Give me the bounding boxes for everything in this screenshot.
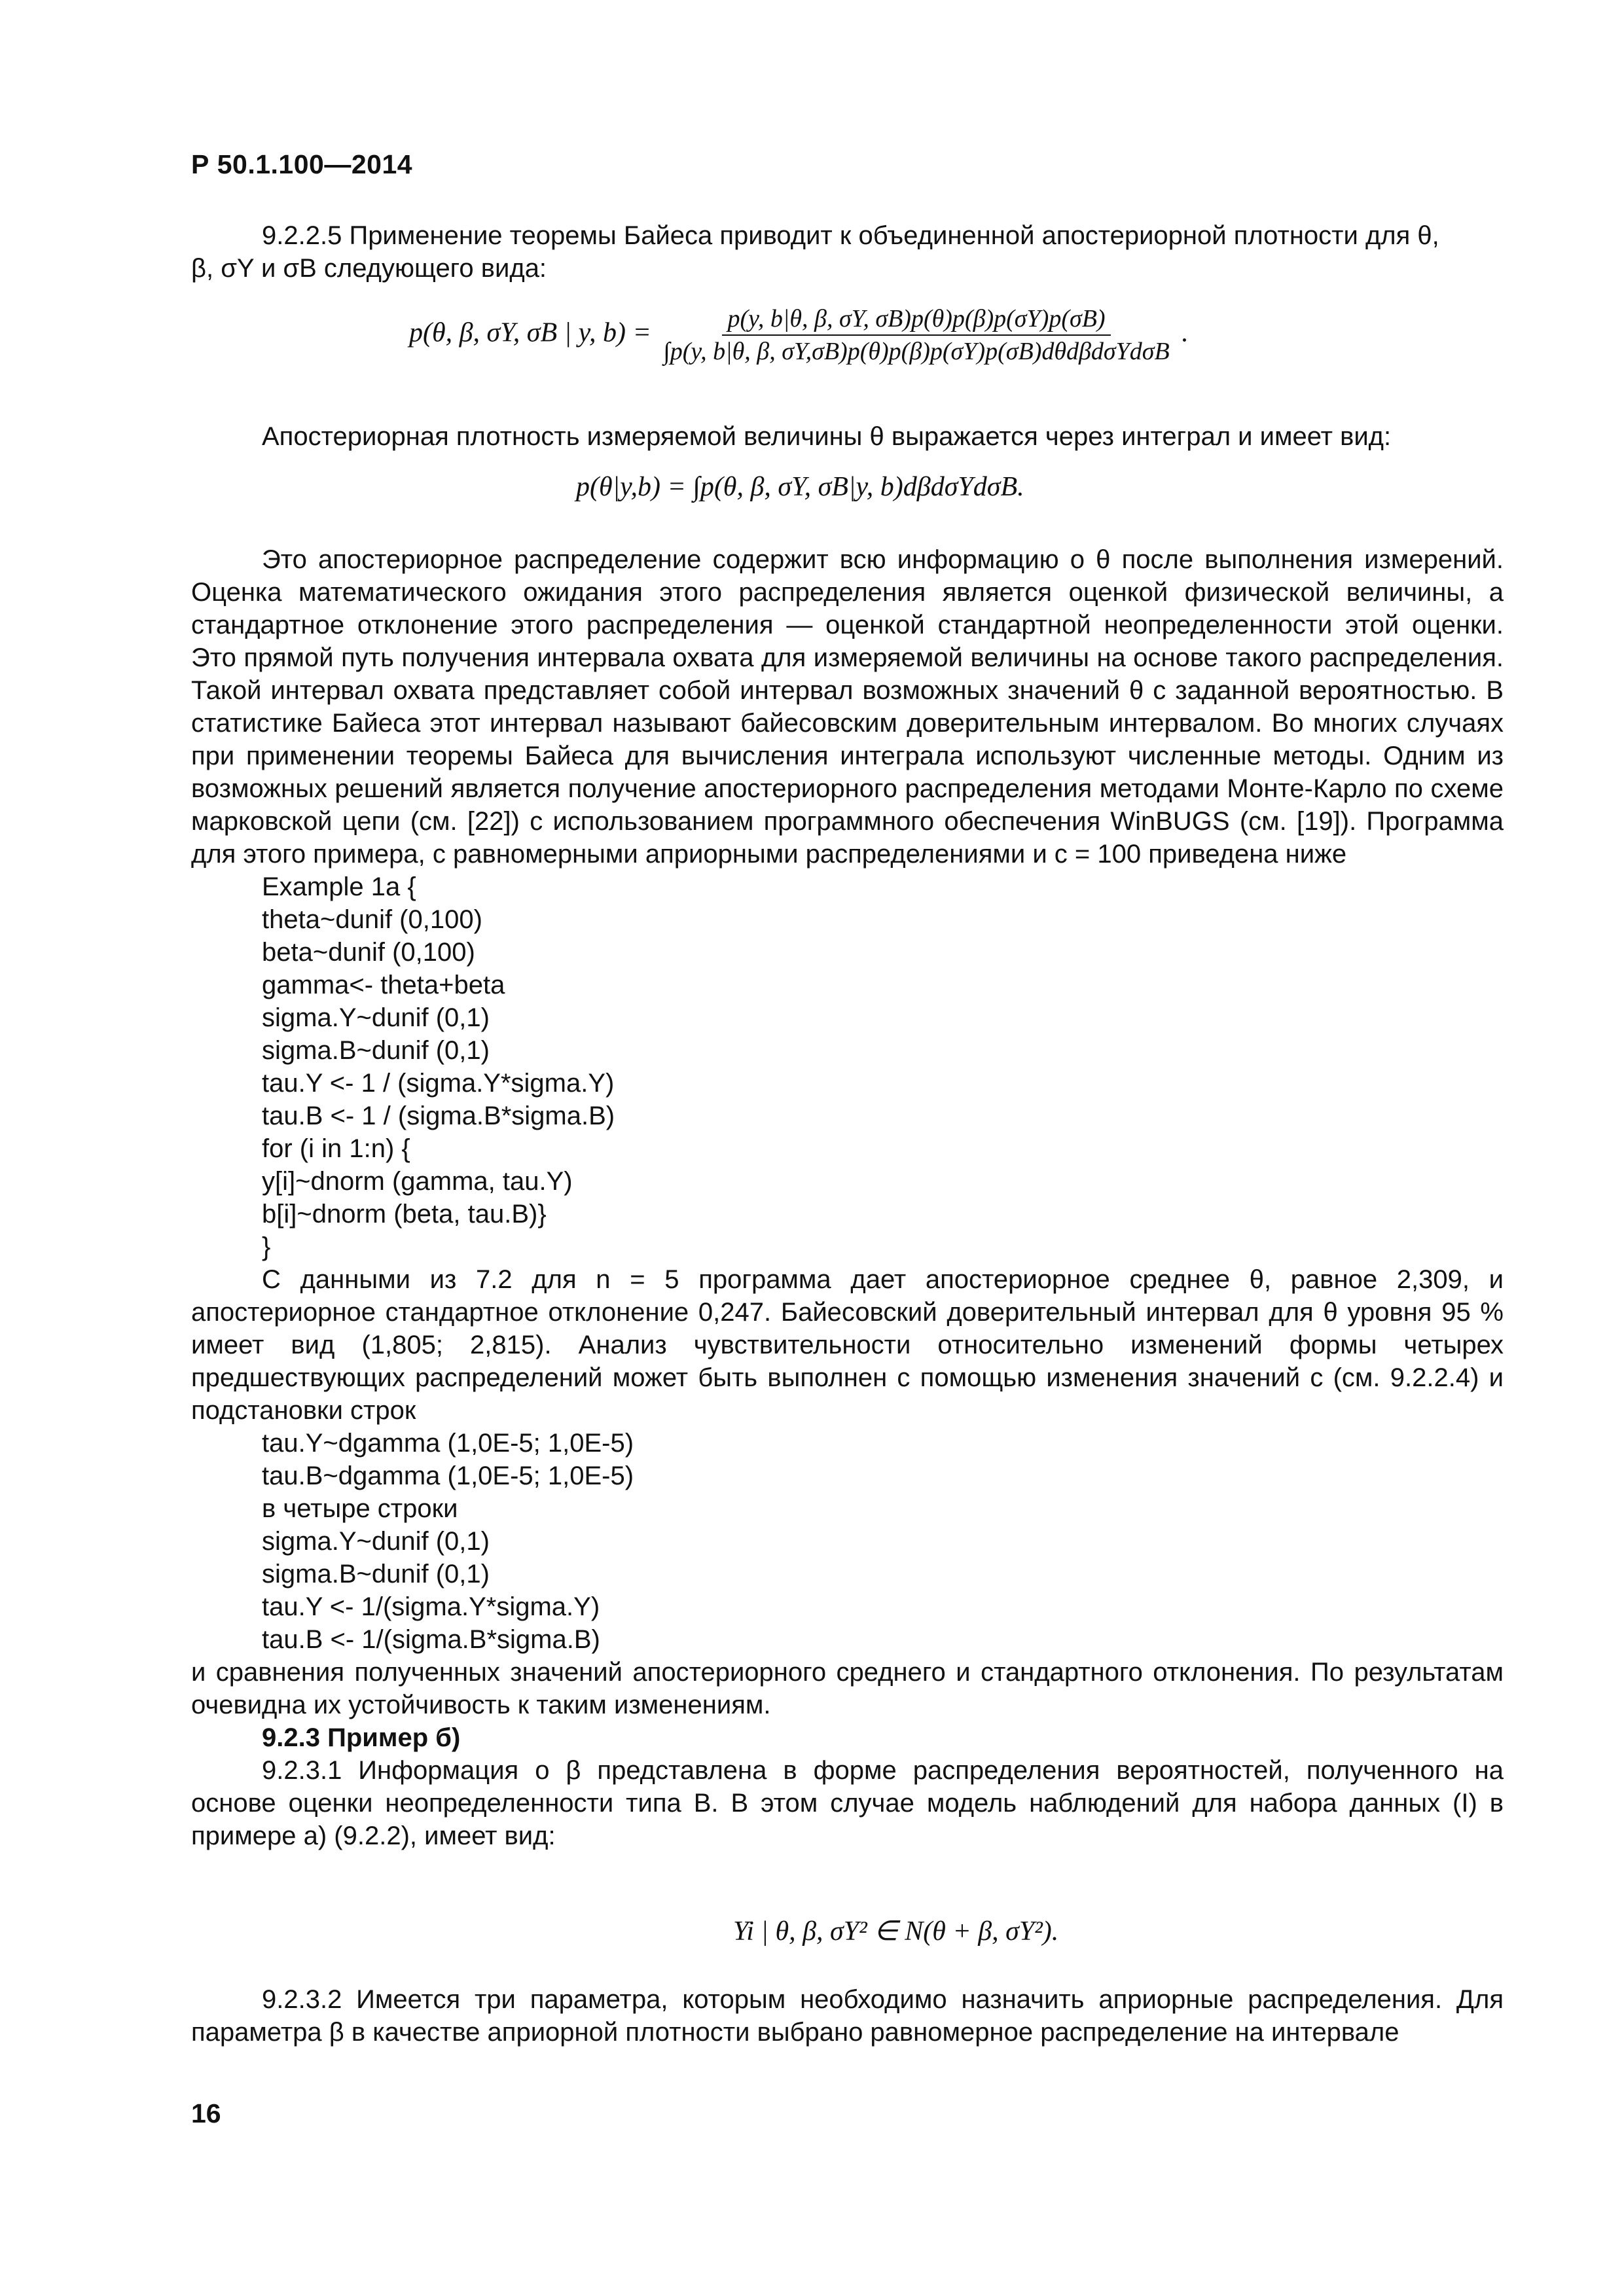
standard-id: Р 50.1.100—2014: [191, 149, 413, 179]
code-line: tau.B <- 1 / (sigma.B*sigma.B): [262, 1102, 615, 1130]
paragraph-9231: 9.2.3.1 Информация о β представлена в форме распределения вероятностей, полученного на основе оценки неопределенности типа В. В этом случае модель наблюдений для набора данных (I) в примере а) (9.2.2), имеет вид:: [191, 1756, 1504, 1850]
code-line: }: [262, 1232, 271, 1261]
code-line: tau.B <- 1/(sigma.B*sigma.B): [262, 1625, 600, 1654]
code-line: tau.B~dgamma (1,0E-5; 1,0E-5): [262, 1462, 634, 1490]
code-line: for (i in 1:n) {: [262, 1134, 410, 1163]
paragraph-9225-line2: β, σY и σB следующего вида:: [191, 254, 547, 283]
code-line: sigma.B~dunif (0,1): [262, 1560, 490, 1588]
formula1-end: .: [1182, 317, 1189, 348]
paragraph-results: С данными из 7.2 для n = 5 программа дает апостериорное среднее θ, равное 2,309, и апостериорное стандартное отклонение 0,247. Байесовский доверительный интервал для θ уровня 95 % имеет вид (1,805; 2,815). Анализ чувствительности относительно изменений формы четырех предшествующих распределений может быть выполнен с помощью изменения значений c (см. 9.2.2.4) и подстановки строк: [191, 1265, 1504, 1425]
code-line: sigma.B~dunif (0,1): [262, 1036, 490, 1065]
main-text-block: [191, 543, 1504, 1852]
code-line: tau.Y~dgamma (1,0E-5; 1,0E-5): [262, 1429, 634, 1458]
formula-joint-posterior: [409, 304, 1189, 366]
page-number: 16: [191, 2098, 221, 2128]
formula1-numerator: p(y, b|θ, β, σY, σB)p(θ)p(β)p(σY)p(σB): [722, 304, 1110, 336]
paragraph-9225-line1: 9.2.2.5 Применение теоремы Байеса приводит к объединенной апостериорной плотности для θ,: [262, 221, 1439, 250]
paragraph-9232-block: [191, 1983, 1504, 2049]
paragraph-9225: [191, 219, 1504, 285]
code-line: tau.Y <- 1 / (sigma.Y*sigma.Y): [262, 1069, 615, 1098]
paragraph-compare: и сравнения полученных значений апостериорного среднего и стандартного отклонения. По результатам очевидна их устойчивость к таким изменениям.: [191, 1658, 1504, 1719]
code-line: sigma.Y~dunif (0,1): [262, 1003, 490, 1032]
code-line: gamma<- theta+beta: [262, 971, 505, 999]
paragraph-posterior: [191, 420, 1504, 453]
formula1-lhs: p(θ, β, σY, σB | y, b) =: [409, 317, 651, 348]
code-block-1: [191, 870, 1504, 1263]
code-line: y[i]~dnorm (gamma, tau.Y): [262, 1167, 573, 1196]
code-line: sigma.Y~dunif (0,1): [262, 1527, 490, 1556]
code-line: в четыре строки: [262, 1494, 458, 1523]
code-block-2: [191, 1427, 1504, 1656]
section-heading-923: 9.2.3 Пример б): [262, 1723, 461, 1752]
paragraph-9232: 9.2.3.2 Имеется три параметра, которым необходимо назначить априорные распределения. Для параметра β в качестве априорной плотности выбрано равномерное распределение на интервале: [191, 1985, 1504, 2047]
code-line: beta~dunif (0,100): [262, 938, 475, 967]
code-line: Example 1a {: [262, 872, 416, 901]
paragraph-posterior-text: Апостериорная плотность измеряемой величины θ выражается через интеграл и имеет вид:: [262, 422, 1392, 451]
code-line: theta~dunif (0,100): [262, 905, 482, 934]
code-line: b[i]~dnorm (beta, tau.B)}: [262, 1200, 547, 1229]
formula1-denominator: ∫p(y, b|θ, β, σY,σB)p(θ)p(β)p(σY)p(σB)dθdβdσYdσB: [663, 338, 1170, 365]
formula-observation-model: Yi | θ, β, σY² ∈ N(θ + β, σY²).: [733, 1916, 1059, 1946]
code-line: tau.Y <- 1/(sigma.Y*sigma.Y): [262, 1592, 600, 1621]
formula1-fraction: [658, 304, 1174, 366]
formula-marginal-posterior: p(θ|y,b) = ∫p(θ, β, σY, σB|y, b)dβdσYdσB.: [576, 472, 1024, 502]
paragraph-long: Это апостериорное распределение содержит всю информацию о θ после выполнения измерений. Оценка математического ожидания этого распределения является оценкой физической величины, а стандартное отклонение этого распределения — оценкой стандартной неопределенности этой оценки. Это прямой путь получения интервала охвата для измеряемой величины на основе такого распределения. Такой интервал охвата представляет собой интервал возможных значений θ с заданной вероятностью. В статистике Байеса этот интервал называют байесовским доверительным интервалом. Во многих случаях при применении теоремы Байеса для вычисления интеграла используют численные методы. Одним из возможных решений является получение апостериорного распределения методами Монте-Карло по схеме марковской цепи (см. [22]) с использованием программного обеспечения WinBUGS (см. [19]). Программа для этого примера, с равномерными априорными распределениями и c = 100 приведена ниже: [191, 545, 1504, 869]
